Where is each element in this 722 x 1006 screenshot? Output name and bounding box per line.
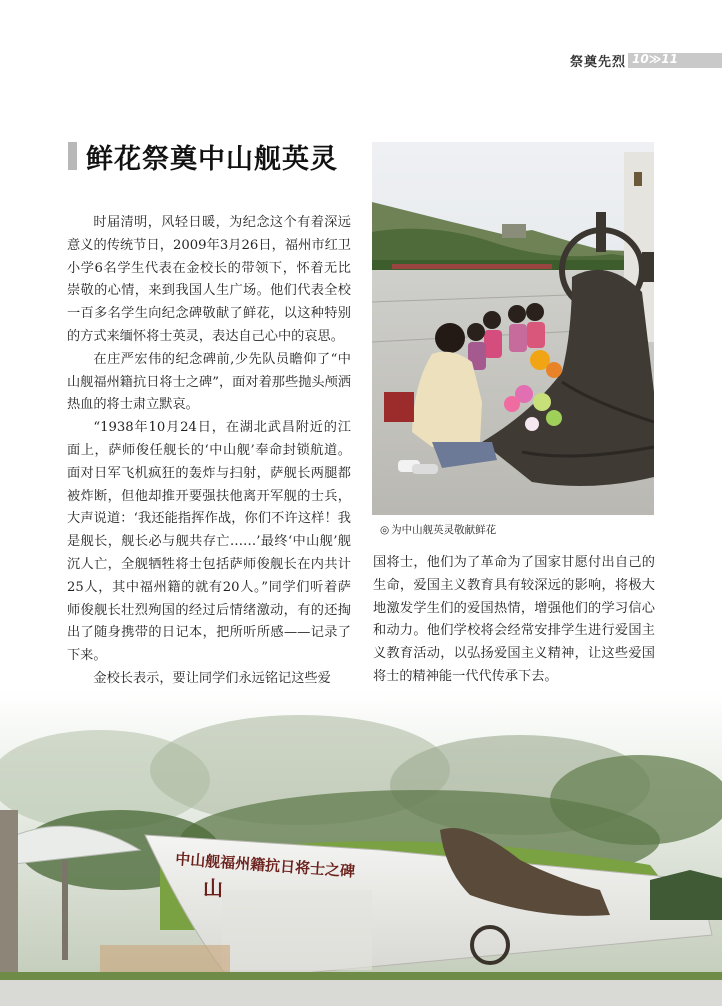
article-column-right — [373, 552, 655, 689]
monument-photo — [0, 690, 722, 1006]
photo-caption — [380, 522, 496, 537]
paragraph: 国将士，他们为了革命为了国家甘愿付出自己的生命，爱国主义教育具有较深远的影响，将极大地激发学生们的爱国热情，增强他们的学习信心和动力。他们学校将会经常安排学生进行爱国主义教育活动，以弘扬爱国主义精神，让这些爱国将士的精神能一代代传承下去。 — [373, 555, 655, 684]
paragraph: 金校长表示，要让同学们永远铭记这些爱 — [93, 670, 331, 686]
monument-illustration — [0, 690, 722, 1006]
section-label: 祭奠先烈 — [570, 55, 627, 70]
caption-text: 为中山舰英灵敬献鲜花 — [391, 524, 497, 536]
article-column-left — [67, 212, 351, 691]
title-accent-bar — [68, 142, 77, 170]
ceremony-photo — [372, 142, 654, 515]
paragraph: 在庄严宏伟的纪念碑前,少先队员瞻仰了“中山舰福州籍抗日将士之碑”，面对着那些抛头颅洒热血的将士肃立默哀。 — [67, 351, 351, 413]
article-title: 鲜花祭奠中山舰英灵 — [86, 144, 338, 175]
paragraph: “1938年10月24日，在湖北武昌附近的江面上，萨师俊任舰长的‘中山舰’奉命封锁航道。面对日军飞机疯狂的轰炸与扫射，萨舰长两腿都被炸断，但他却推开要强扶他离开军舰的士兵，大声说道：‘我还能指挥作战，你们不许这样！我是舰长，舰长必与舰共存亡……’最终‘中山舰’舰沉人亡，全舰牺牲将士包括萨师俊舰长在内共计25人，其中福州籍的就有20人。”同学们听着萨师俊舰长壮烈殉国的经过后情绪激动，有的还掏出了随身携带的日记本，把所听所感——记录了下来。 — [67, 420, 351, 664]
page-number: 10≫11 — [632, 52, 678, 66]
ceremony-photo-illustration — [372, 142, 654, 515]
caption-marker: ◎ — [380, 524, 390, 536]
monument-emblem: 山 — [203, 876, 223, 900]
paragraph: 时届清明，风轻日暖，为纪念这个有着深远意义的传统节日，2009年3月26日，福州市红卫小学6名学生代表在金校长的带领下，怀着无比崇敬的心情，来到我国人生广场。他们代表全校一百多名学生向纪念碑敬献了鲜花，以这种特别的方式来缅怀将士英灵，表达自己心中的哀思。 — [67, 215, 351, 344]
monument-inscription: 中山舰福州籍抗日将士之碑 — [174, 850, 356, 881]
